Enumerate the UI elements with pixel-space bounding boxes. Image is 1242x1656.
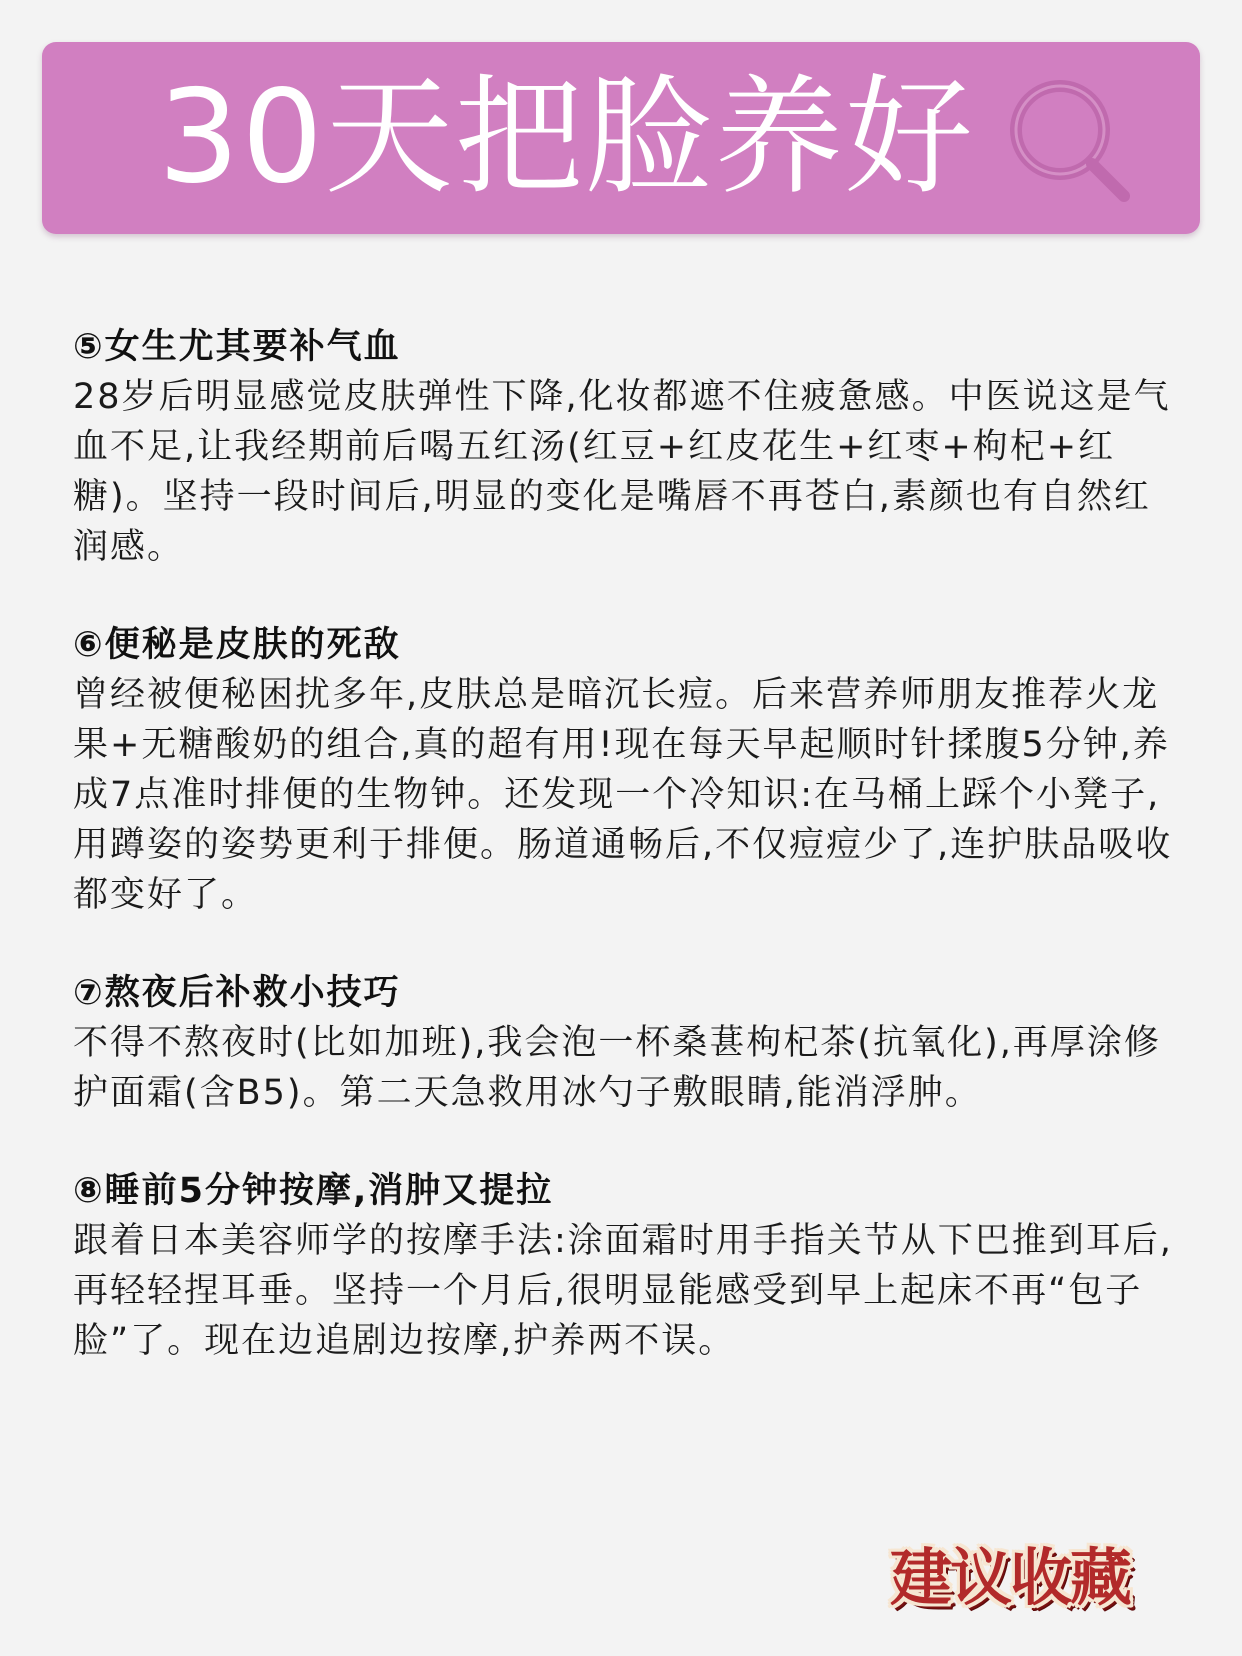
tip-heading: ⑥便秘是皮肤的死敌	[73, 625, 401, 665]
tip-section-8	[73, 1166, 1183, 1366]
tip-heading: ⑤女生尤其要补气血	[73, 327, 401, 367]
tip-section-5	[73, 322, 1183, 572]
tip-section-6	[73, 620, 1183, 920]
article-content	[73, 322, 1183, 1366]
search-icon	[1002, 74, 1142, 214]
bookmark-stamp: 建议收藏	[890, 1541, 1131, 1614]
tip-body: 跟着日本美容师学的按摩手法:涂面霜时用手指关节从下巴推到耳后,再轻轻捏耳垂。坚持一个月后,很明显能感受到早上起床不再“包子脸”了。现在边追剧边按摩,护养两不误。	[73, 1221, 1173, 1361]
tip-heading: ⑦熬夜后补救小技巧	[73, 973, 401, 1013]
tip-section-7	[73, 968, 1183, 1118]
tip-body: 曾经被便秘困扰多年,皮肤总是暗沉长痘。后来营养师朋友推荐火龙果+无糖酸奶的组合,真的超有用!现在每天早起顺时针揉腹5分钟,养成7点准时排便的生物钟。还发现一个冷知识:在马桶上踩个小凳子,用蹲姿的姿势更利于排便。肠道通畅后,不仅痘痘少了,连护肤品吸收都变好了。	[73, 675, 1173, 915]
tip-body: 28岁后明显感觉皮肤弹性下降,化妆都遮不住疲惫感。中医说这是气血不足,让我经期前后喝五红汤(红豆+红皮花生+红枣+枸杞+红糖)。坚持一段时间后,明显的变化是嘴唇不再苍白,素颜也有自然红润感。	[73, 377, 1171, 567]
title-banner	[42, 42, 1200, 234]
tip-heading: ⑧睡前5分钟按摩,消肿又提拉	[73, 1171, 554, 1211]
tip-body: 不得不熬夜时(比如加班),我会泡一杯桑葚枸杞茶(抗氧化),再厚涂修护面霜(含B5)。第二天急救用冰勺子敷眼睛,能消浮肿。	[73, 1023, 1161, 1113]
page-title: 30天把脸养好	[158, 63, 975, 212]
